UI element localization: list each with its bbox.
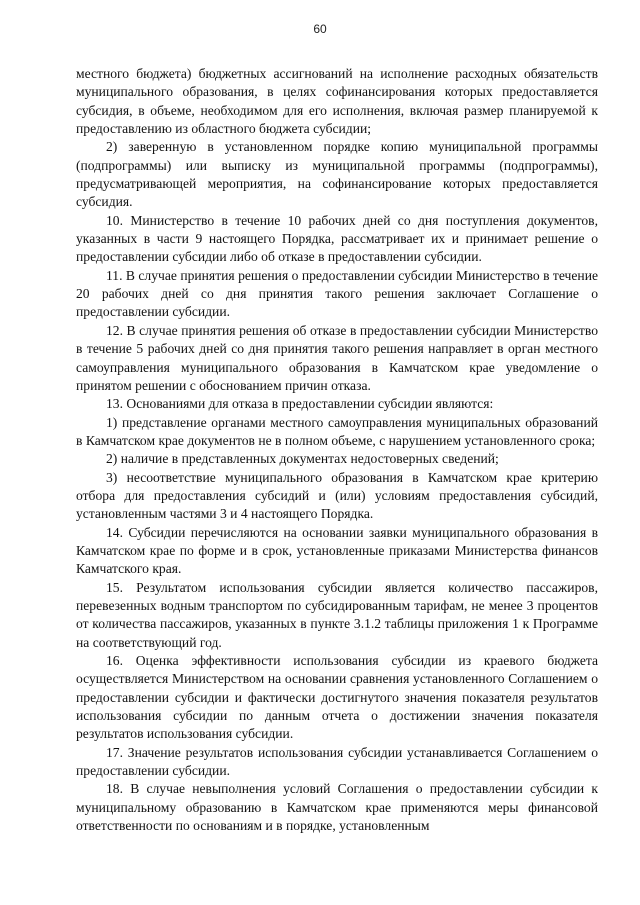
paragraph-16: 16. Оценка эффективности использования субсидии из краевого бюджета осуществляется Министерством на основании сравнения установленного Соглашением о предоставлении субсидии и фактически достигнутого значения показателя результатов использования субсидии по данным отчета о достижении значения показателя результатов использования субсидии.	[76, 653, 598, 742]
paragraph-13-item-3: 3) несоответствие муниципального образования в Камчатском крае критерию отбора для предоставления субсидий и (или) условиям предоставления субсидий, установленным частями 3 и 4 настоящего Порядка.	[76, 469, 598, 522]
paragraph-10: 10. Министерство в течение 10 рабочих дней со дня поступления документов, указанных в части 9 настоящего Порядка, рассматривает их и принимает решение о предоставлении субсидии либо об отказе в предоставлении субсидии.	[76, 212, 598, 265]
document-body	[76, 65, 598, 835]
page-number: 60	[313, 22, 327, 36]
paragraph-13-item-2: 2) наличие в представленных документах недостоверных сведений;	[106, 451, 499, 467]
paragraph-13: 13. Основаниями для отказа в предоставлении субсидии являются:	[106, 396, 494, 412]
paragraph-17: 17. Значение результатов использования субсидии устанавливается Соглашением о предоставлении субсидии.	[76, 744, 598, 779]
paragraph-12: 12. В случае принятия решения об отказе в предоставлении субсидии Министерство в течение 5 рабочих дней со дня принятия такого решения направляет в орган местного самоуправления муниципального образования в Камчатском крае уведомление о принятом решении с обоснованием причин отказа.	[76, 322, 598, 393]
paragraph-14: 14. Субсидии перечисляются на основании заявки муниципального образования в Камчатском крае по форме и в срок, установленные приказами Министерства финансов Камчатского края.	[76, 524, 598, 577]
paragraph-11: 11. В случае принятия решения о предоставлении субсидии Министерство в течение 20 рабочих дней со дня принятия такого решения заключает Соглашение о предоставлении субсидии.	[76, 267, 598, 320]
paragraph-item-2-program-copy: 2) заверенную в установленном порядке копию муниципальной программы (подпрограммы) или выписку из муниципальной программы (подпрограммы), предусматривающей мероприятия, на софинансирование которых предоставляется субсидия.	[76, 139, 598, 210]
paragraph-15: 15. Результатом использования субсидии является количество пассажиров, перевезенных водным транспортом по субсидированным тарифам, не менее 3 процентов от количества пассажиров, указанных в пункте 3.1.2 таблицы приложения 1 к Программе на соответствующий год.	[76, 579, 598, 650]
paragraph-13-item-1: 1) представление органами местного самоуправления муниципальных образований в Камчатском крае документов не в полном объеме, с нарушением установленного срока;	[76, 414, 598, 448]
paragraph-18: 18. В случае невыполнения условий Соглашения о предоставлении субсидии к муниципальному образованию в Камчатском крае применяются меры финансовой ответственности по основаниям и в порядке, установленным	[76, 781, 598, 834]
paragraph-budget-continuation: местного бюджета) бюджетных ассигнований на исполнение расходных обязательств муниципального образования, в целях софинансирования которых предоставляется субсидия, в объеме, необходимом для его исполнения, включая размер планируемой к предоставлению из областного бюджета субсидии;	[76, 66, 598, 137]
